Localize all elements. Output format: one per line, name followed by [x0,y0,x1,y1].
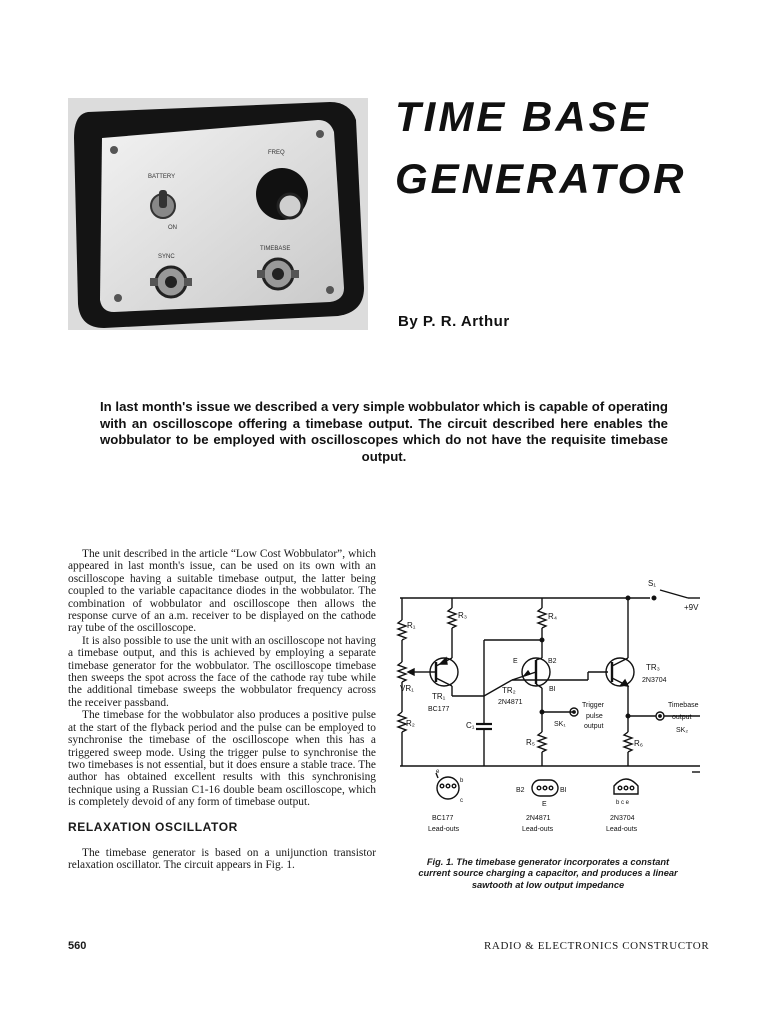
panel-label-on: ON [168,225,177,231]
label-r4: R₄ [548,612,558,621]
product-photo [68,98,368,330]
label-timebase-2: output [672,714,692,721]
figure-caption: Fig. 1. The timebase generator incorporates a constant current source charging a capacitor, and produces a linear sawtooth at low output impedance [418,857,678,890]
label-s1: S₁ [648,579,657,588]
panel-label-freq: FREQ [268,150,285,156]
freq-knob-icon [256,168,308,220]
label-trigger-1: Trigger [582,702,604,709]
leadout-bc177-icon [436,769,464,804]
label-tr2-part: 2N4871 [498,699,523,706]
panel-label-timebase: TIMEBASE [260,246,291,252]
label-supply: +9V [684,603,699,612]
label-c1: C₁ [466,721,475,730]
leadout-2n3704-part: 2N3704 [610,815,635,822]
body-paragraph: The unit described in the article “Low Cost Wobbulator”, which appeared in last month's issue, can be used on its own with an oscilloscope having a suitable timebase output, the latter being coupled to the variable capacitance diodes in the wobbulator. The combination of wobbulator and oscilloscope then allows the response curve of an a.m. receiver to be displayed on the cathode ray tube of the oscilloscope. [68,548,376,635]
section-heading: RELAXATION OSCILLATOR [68,819,238,834]
magazine-title: RADIO & ELECTRONICS CONSTRUCTOR [484,940,710,952]
label-trigger-3: output [584,723,604,730]
panel-label-battery: BATTERY [148,174,176,180]
label-r6: R₆ [634,739,644,748]
label-b1: BI [549,686,556,693]
page-number: 560 [68,940,87,952]
body-paragraph: The timebase for the wobbulator also produces a positive pulse at the start of the flyback period and the pulse can be employed to synchronise the timebase of the oscilloscope when this has a triggered sweep mode. Using the trigger pulse to synchronise the two timebases is not essential, but it does ensure a stable trace. The author has obtained excellent results with this synchronising technique using a Russian C1-16 double beam oscilloscope, which is completely devoid of any form of timebase output. [68,709,376,809]
label-r1: R₁ [407,621,416,630]
body-paragraph: The timebase generator is based on a unijunction transistor relaxation oscillator. The circuit appears in Fig. 1. [68,846,376,872]
leadout-2n4871-label: Lead-outs [522,826,554,833]
panel-label-sync: SYNC [158,254,175,260]
label-sk2: SK₂ [676,727,689,734]
article-title-line1: TIME BASE [395,93,651,140]
label-r5: R₅ [526,738,535,747]
byline: By P. R. Arthur [398,313,510,330]
pin-b-label: b [460,778,464,784]
body-column [68,548,376,872]
label-tr3: TR₃ [646,663,660,672]
intro-standfirst: In last month's issue we described a very simple wobbulator which is capable of operating with an oscilloscope offering a timebase output. The circuit described here enables the wobbulator to be employed with oscilloscopes which do not have the requisite timebase output. [100,399,668,464]
circuit-schematic [392,572,708,840]
leadout-2n3704-icon [614,779,638,806]
pin-c-label: c [460,798,463,804]
pin-b1-label: BI [560,787,567,794]
label-e: E [513,658,518,665]
pin-b2-label: B2 [516,787,525,794]
pin-e-label: E [542,801,547,808]
label-r2: R₂ [406,719,415,728]
pin-e-label: e [436,769,440,775]
label-sk1: SK₁ [554,721,566,728]
label-tr3-part: 2N3704 [642,677,667,684]
leadout-2n3704-label: Lead-outs [606,826,638,833]
pins-bce-label: b c e [616,800,630,806]
label-tr2: TR₂ [502,686,516,695]
label-trigger-2: pulse [586,713,603,720]
label-tr1: TR₁ [432,692,446,701]
leadout-bc177-label: Lead-outs [428,826,460,833]
label-vr1: VR₁ [400,684,414,693]
leadout-2n4871-icon [516,780,567,808]
label-r3: R₃ [458,611,468,620]
label-timebase-1: Timebase [668,702,699,709]
body-paragraph: It is also possible to use the unit with an oscilloscope not having a timebase output, and this is achieved by employing a separate timebase generator for the wobbulator. The oscilloscope timebase then sweeps the spot across the face of the cathode ray tube while the additional timebase sweeps the wobbulator frequency across the receiver passband. [68,634,376,709]
label-b2: B2 [548,658,557,665]
leadout-2n4871-part: 2N4871 [526,815,551,822]
label-tr1-part: BC177 [428,706,450,713]
article-title-line2: GENERATOR [395,155,687,202]
leadout-bc177-part: BC177 [432,815,454,822]
